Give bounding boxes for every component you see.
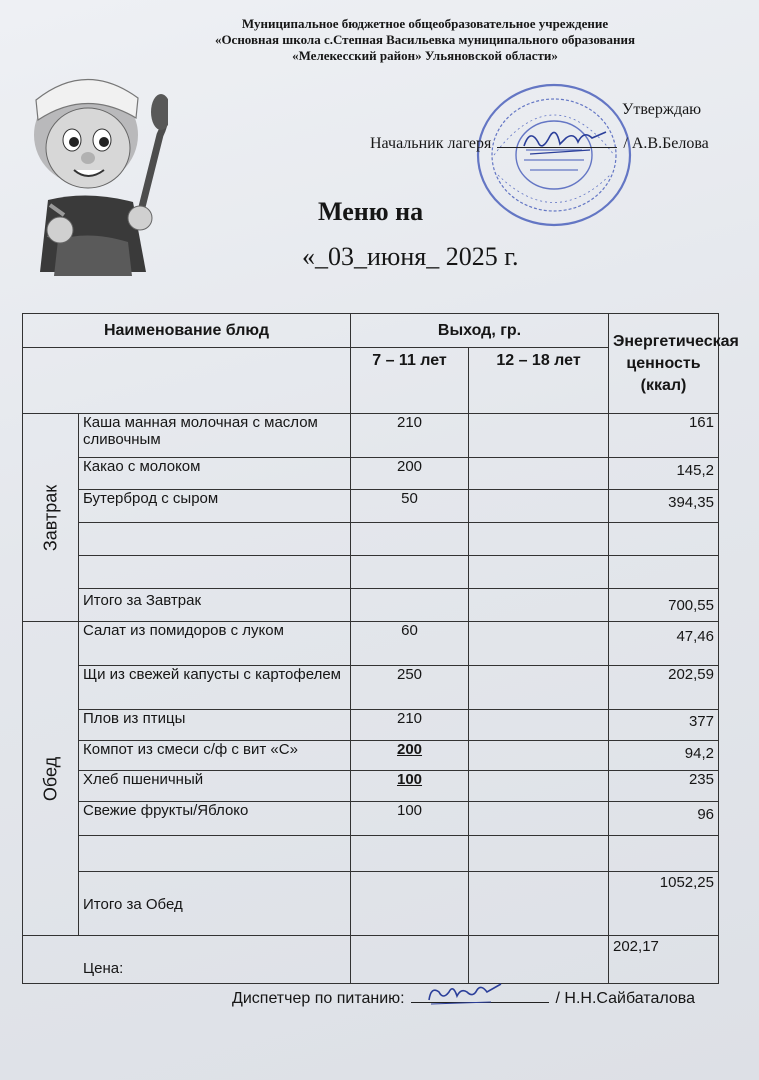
cook-boy-illustration — [18, 40, 168, 280]
dish-energy: 235 — [609, 771, 719, 802]
header-line-3: «Мелекесский район» Ульяновской области» — [292, 48, 558, 63]
table-row — [23, 666, 719, 710]
table-row-empty — [23, 836, 719, 872]
dish-output-12-18 — [469, 771, 609, 802]
header-age-7-11: 7 – 11 лет — [351, 348, 469, 414]
meal-breakfast-label: Завтрак — [23, 414, 79, 622]
header-dish-name: Наименование блюд — [23, 314, 351, 348]
chief-label: Начальник лагеря — [370, 135, 492, 152]
table-row-empty — [23, 556, 719, 589]
dish-name: Хлеб пшеничный — [79, 771, 351, 802]
table-row — [23, 710, 719, 741]
total-energy: 700,55 — [609, 589, 719, 622]
dish-output-7-11: 100 — [351, 802, 469, 836]
table-row-total — [23, 872, 719, 936]
meal-lunch-label: Обед — [23, 622, 79, 936]
table-row — [23, 802, 719, 836]
total-label: Итого за Обед — [79, 872, 351, 936]
dispatcher-handwritten-signature — [425, 978, 505, 1008]
menu-date: «_03_июня_ 2025 г. — [302, 242, 519, 271]
dispatcher-label: Диспетчер по питанию: — [232, 990, 405, 1007]
dish-output-12-18 — [469, 710, 609, 741]
dish-energy: 94,2 — [609, 741, 719, 771]
table-row — [23, 622, 719, 666]
header-blank — [23, 348, 351, 414]
dish-output-12-18 — [469, 741, 609, 771]
price-value: 202,17 — [609, 936, 719, 984]
dish-output-12-18 — [469, 802, 609, 836]
total-label: Итого за Завтрак — [79, 589, 351, 622]
dish-energy: 202,59 — [609, 666, 719, 710]
dish-output-12-18 — [469, 490, 609, 523]
dish-output-7-11: 200 — [396, 741, 423, 758]
dish-output-7-11: 100 — [396, 771, 423, 788]
approve-label: Утверждаю — [622, 101, 702, 118]
dish-name: Щи из свежей капусты с картофелем — [79, 666, 351, 710]
dish-name: Какао с молоком — [79, 458, 351, 490]
dish-output-12-18 — [469, 458, 609, 490]
total-energy: 1052,25 — [609, 872, 719, 936]
table-row-empty — [23, 523, 719, 556]
table-row — [23, 490, 719, 523]
dish-name: Каша манная молочная с маслом сливочным — [79, 414, 351, 458]
header-line-2: «Основная школа с.Степная Васильевка муниципального образования — [214, 32, 636, 47]
school-header — [150, 16, 700, 64]
dish-energy: 145,2 — [609, 458, 719, 490]
table-row — [23, 741, 719, 771]
table-row — [23, 771, 719, 802]
menu-table — [22, 313, 739, 984]
dish-output-12-18 — [469, 622, 609, 666]
table-row — [23, 414, 719, 458]
dish-name: Свежие фрукты/Яблоко — [79, 802, 351, 836]
dish-output-12-18 — [469, 666, 609, 710]
dish-output-7-11: 210 — [351, 414, 469, 458]
dish-output-7-11: 250 — [351, 666, 469, 710]
dish-output-7-11: 50 — [351, 490, 469, 523]
table-row-total — [23, 589, 719, 622]
chief-handwritten-signature — [520, 124, 610, 160]
chief-name: / А.В.Белова — [623, 135, 709, 152]
dish-name: Салат из помидоров с луком — [79, 622, 351, 666]
price-label: Цена: — [23, 936, 351, 984]
table-row-price — [23, 936, 719, 984]
dish-energy: 394,35 — [609, 490, 719, 523]
table-row — [23, 458, 719, 490]
dish-energy: 377 — [609, 710, 719, 741]
dish-energy: 96 — [609, 802, 719, 836]
header-output: Выход, гр. — [351, 314, 609, 348]
header-line-1: Муниципальное бюджетное общеобразовательное учреждение — [241, 16, 609, 31]
dish-name: Компот из смеси с/ф с вит «С» — [79, 741, 351, 771]
dish-energy: 47,46 — [609, 622, 719, 666]
dish-energy: 161 — [609, 414, 719, 458]
dish-output-7-11: 60 — [351, 622, 469, 666]
dish-output-7-11: 200 — [351, 458, 469, 490]
menu-title: Меню на — [318, 197, 424, 226]
dish-name: Плов из птицы — [79, 710, 351, 741]
dish-output-7-11: 210 — [351, 710, 469, 741]
header-age-12-18: 12 – 18 лет — [469, 348, 609, 414]
dish-name: Бутерброд с сыром — [79, 490, 351, 523]
dish-output-12-18 — [469, 414, 609, 458]
header-energy: Энергетическая ценность (ккал) — [609, 314, 719, 414]
dispatcher-name: / Н.Н.Сайбаталова — [555, 990, 695, 1007]
